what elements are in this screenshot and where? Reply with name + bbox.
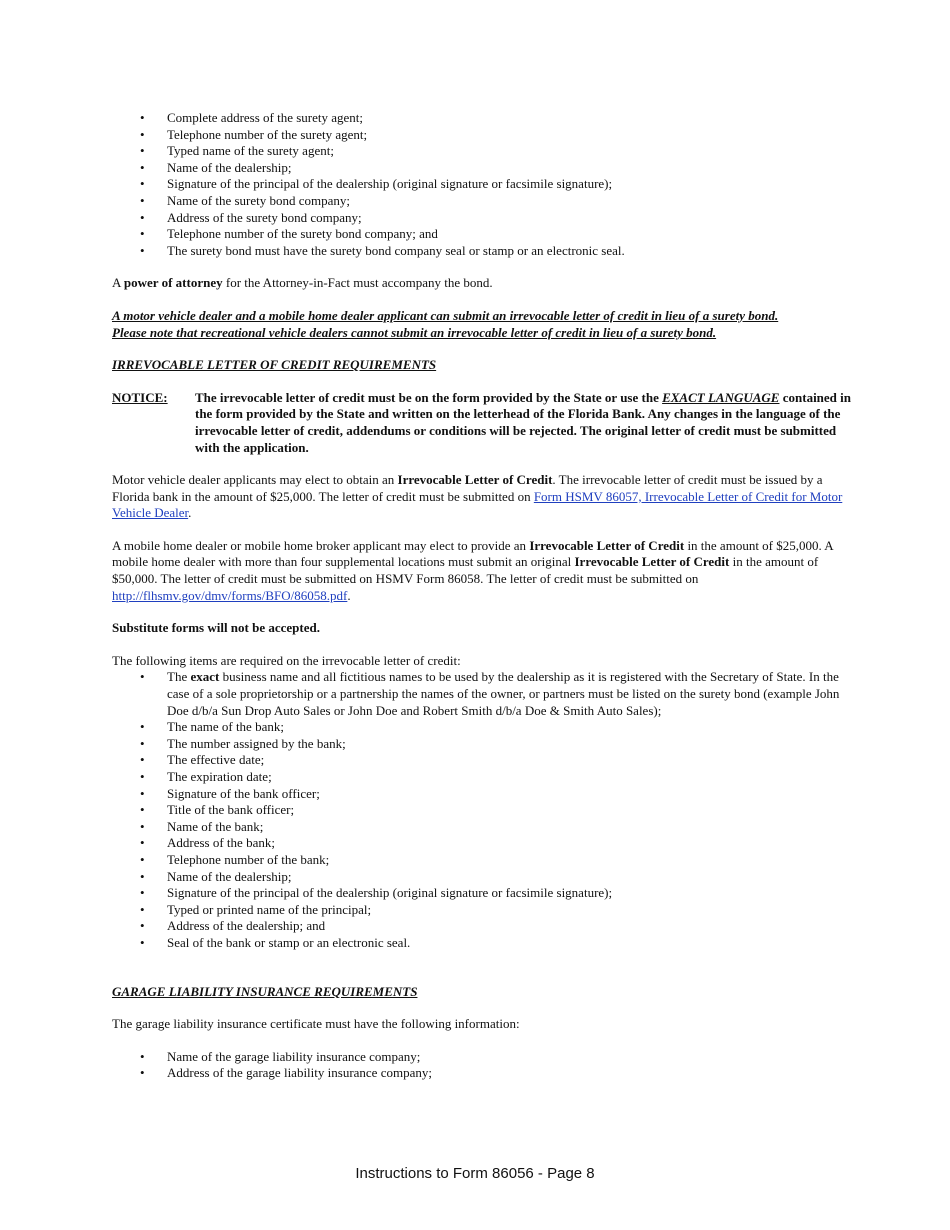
- list-item: • Name of the garage liability insurance company;: [112, 1049, 852, 1066]
- loc-items-intro: The following items are required on the irrevocable letter of credit:: [112, 652, 461, 668]
- garage-liability-list: [112, 1049, 852, 1082]
- loc-note-line-1: A motor vehicle dealer and a mobile home dealer applicant can submit an irrevocable letter of credit in lieu of a surety bond.: [112, 307, 779, 323]
- list-item: • Address of the garage liability insurance company;: [112, 1065, 852, 1082]
- list-item: • Name of the bank;: [112, 819, 852, 836]
- list-item: • The surety bond must have the surety bond company seal or stamp or an electronic seal.: [112, 243, 852, 260]
- list-item: • Address of the bank;: [112, 835, 852, 852]
- list-item: • Typed name of the surety agent;: [112, 143, 852, 160]
- list-item: • Name of the dealership;: [112, 869, 852, 886]
- list-item: • Address of the dealership; and: [112, 918, 852, 935]
- motor-vehicle-paragraph: Motor vehicle dealer applicants may elect to obtain an Irrevocable Letter of Credit. The irrevocable letter of credit must be issued by a Florida bank in the amount of $25,000. The letter of credit must be submitted on Form HSMV 86057, Irrevocable Letter of Credit for Motor Vehicle Dealer.: [112, 472, 843, 521]
- notice-block: [112, 390, 852, 456]
- list-item: • The expiration date;: [112, 769, 852, 786]
- power-of-attorney-paragraph: A power of attorney for the Attorney-in-Fact must accompany the bond.: [112, 275, 493, 291]
- list-item: • The name of the bank;: [112, 719, 852, 736]
- list-item: • Signature of the principal of the dealership (original signature or facsimile signature);: [112, 176, 852, 193]
- notice-label: NOTICE:: [112, 389, 168, 405]
- form-86057-link[interactable]: Form HSMV 86057, Irrevocable Letter of Credit for Motor Vehicle Dealer: [112, 488, 843, 521]
- surety-requirements-list: [112, 110, 852, 259]
- list-item: • Title of the bank officer;: [112, 802, 852, 819]
- loc-note-line-2: Please note that recreational vehicle dealers cannot submit an irrevocable letter of credit in lieu of a surety bond.: [112, 324, 717, 340]
- list-item: • The number assigned by the bank;: [112, 736, 852, 753]
- mobile-home-paragraph: A mobile home dealer or mobile home broker applicant may elect to provide an Irrevocable Letter of Credit in the amount of $25,000. A mobile home dealer with more than four supplemental locations must submit an original Irrevocable Letter of Credit in the amount of $50,000. The letter of credit must be submitted on HSMV Form 86058. The letter of credit must be submitted on http://flhsmv.gov/dmv/forms/BFO/86058.pdf.: [112, 537, 833, 603]
- page-footer: Instructions to Form 86056 - Page 8: [355, 1165, 595, 1182]
- list-item: • Signature of the principal of the dealership (original signature or facsimile signature);: [112, 885, 852, 902]
- garage-liability-heading: GARAGE LIABILITY INSURANCE REQUIREMENTS: [112, 983, 418, 999]
- power-of-attorney-term: power of attorney: [123, 275, 223, 291]
- substitute-forms-notice: Substitute forms will not be accepted.: [112, 620, 320, 636]
- list-item: • Seal of the bank or stamp or an electronic seal.: [112, 935, 852, 952]
- loc-requirements-list: [112, 669, 852, 951]
- list-item: • Complete address of the surety agent;: [112, 110, 852, 127]
- list-item: • Telephone number of the surety bond company; and: [112, 226, 852, 243]
- list-item: • The effective date;: [112, 752, 852, 769]
- list-item: • Telephone number of the surety agent;: [112, 127, 852, 144]
- loc-requirements-heading: IRREVOCABLE LETTER OF CREDIT REQUIREMENTS: [112, 357, 437, 373]
- list-item: • Typed or printed name of the principal;: [112, 902, 852, 919]
- document-body: [112, 110, 852, 1082]
- exact-language-emphasis: EXACT LANGUAGE: [662, 389, 780, 405]
- notice-text: The irrevocable letter of credit must be on the form provided by the State or use the EXACT LANGUAGE contained in the form provided by the State and written on the letterhead of the Florida Bank. Any changes in the language of the irrevocable letter of credit, addendums or conditions will be rejected. The original letter of credit must be submitted with the application.: [195, 389, 851, 455]
- list-item: • Name of the dealership;: [112, 160, 852, 177]
- list-item: • Address of the surety bond company;: [112, 210, 852, 227]
- form-86058-link[interactable]: http://flhsmv.gov/dmv/forms/BFO/86058.pdf: [112, 587, 348, 603]
- list-item: • The exact business name and all fictitious names to be used by the dealership as it is registered with the Secretary of State. In the case of a sole proprietorship or a partnership the names of the owner, or partners must be listed on the surety bond (example John Doe d/b/a Sun Drop Auto Sales or John Doe and Robert Smith d/b/a Doe & Smith Auto Sales);: [112, 669, 852, 719]
- list-item: • Name of the surety bond company;: [112, 193, 852, 210]
- list-item: • Telephone number of the bank;: [112, 852, 852, 869]
- garage-liability-intro: The garage liability insurance certificate must have the following information:: [112, 1016, 520, 1032]
- list-item: • Signature of the bank officer;: [112, 786, 852, 803]
